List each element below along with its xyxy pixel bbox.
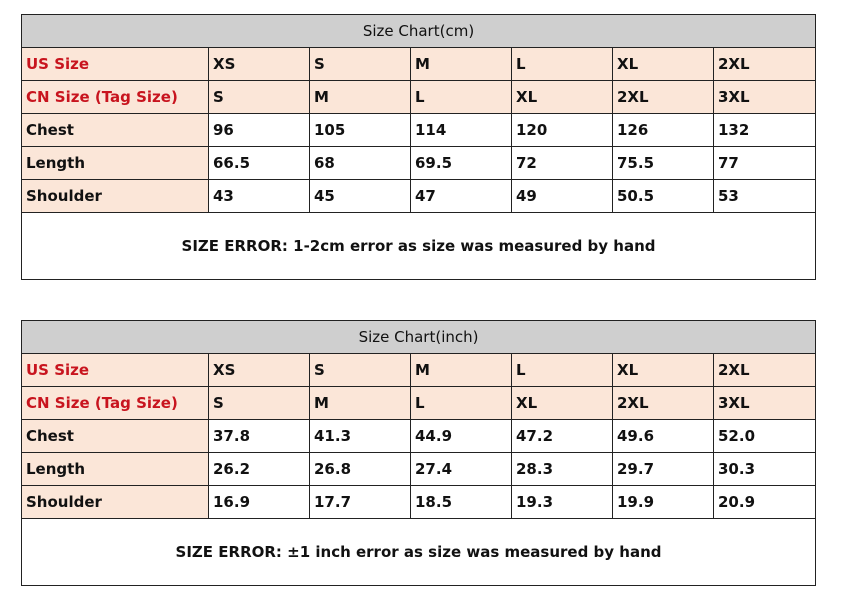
- table-cell: 66.5: [209, 147, 310, 180]
- table-cell: 2XL: [714, 354, 816, 387]
- length-row: [22, 453, 816, 486]
- table-cell: S: [209, 81, 310, 114]
- table-cell: 126: [613, 114, 714, 147]
- table-cell: 20.9: [714, 486, 816, 519]
- us-size-row: [22, 48, 816, 81]
- table-cell: 2XL: [613, 387, 714, 420]
- table-cell: 29.7: [613, 453, 714, 486]
- size-error-note: SIZE ERROR: 1-2cm error as size was measured by hand: [22, 213, 816, 280]
- table-cell: 44.9: [411, 420, 512, 453]
- table-cell: 2XL: [714, 48, 816, 81]
- chart-title: Size Chart(inch): [22, 321, 816, 354]
- table-cell: XL: [613, 354, 714, 387]
- table-cell: 3XL: [714, 387, 816, 420]
- table-cell: 114: [411, 114, 512, 147]
- us-size-row: [22, 354, 816, 387]
- chest-row: [22, 420, 816, 453]
- table-cell: 19.9: [613, 486, 714, 519]
- chart-title-row: [22, 321, 816, 354]
- table-cell: M: [411, 48, 512, 81]
- table-cell: S: [209, 387, 310, 420]
- table-cell: 69.5: [411, 147, 512, 180]
- row-label: Length: [22, 453, 209, 486]
- table-cell: XS: [209, 354, 310, 387]
- table-cell: 75.5: [613, 147, 714, 180]
- table-cell: 43: [209, 180, 310, 213]
- table-cell: M: [310, 387, 411, 420]
- table-cell: 120: [512, 114, 613, 147]
- table-cell: L: [411, 81, 512, 114]
- table-cell: L: [512, 48, 613, 81]
- table-cell: M: [310, 81, 411, 114]
- table-cell: L: [512, 354, 613, 387]
- row-label: CN Size (Tag Size): [22, 387, 209, 420]
- table-cell: 52.0: [714, 420, 816, 453]
- size-chart-cm: [21, 14, 816, 280]
- table-cell: 17.7: [310, 486, 411, 519]
- row-label: CN Size (Tag Size): [22, 81, 209, 114]
- table-cell: 19.3: [512, 486, 613, 519]
- note-row: [22, 213, 816, 280]
- chest-row: [22, 114, 816, 147]
- table-cell: 96: [209, 114, 310, 147]
- table-cell: 27.4: [411, 453, 512, 486]
- shoulder-row: [22, 486, 816, 519]
- table-cell: 18.5: [411, 486, 512, 519]
- table-cell: S: [310, 354, 411, 387]
- row-label: US Size: [22, 354, 209, 387]
- row-label: US Size: [22, 48, 209, 81]
- table-cell: 26.2: [209, 453, 310, 486]
- table-cell: 47: [411, 180, 512, 213]
- size-error-note: SIZE ERROR: ±1 inch error as size was measured by hand: [22, 519, 816, 586]
- size-chart-inch: [21, 320, 816, 586]
- row-label: Chest: [22, 114, 209, 147]
- shoulder-row: [22, 180, 816, 213]
- table-cell: 3XL: [714, 81, 816, 114]
- table-cell: 105: [310, 114, 411, 147]
- note-row: [22, 519, 816, 586]
- table-cell: 41.3: [310, 420, 411, 453]
- table-cell: 50.5: [613, 180, 714, 213]
- table-cell: 53: [714, 180, 816, 213]
- table-cell: XL: [512, 81, 613, 114]
- table-cell: S: [310, 48, 411, 81]
- row-label: Chest: [22, 420, 209, 453]
- table-cell: 37.8: [209, 420, 310, 453]
- table-cell: 47.2: [512, 420, 613, 453]
- table-cell: 45: [310, 180, 411, 213]
- row-label: Shoulder: [22, 486, 209, 519]
- table-cell: 2XL: [613, 81, 714, 114]
- table-cell: 30.3: [714, 453, 816, 486]
- table-cell: M: [411, 354, 512, 387]
- row-label: Shoulder: [22, 180, 209, 213]
- cn-size-row: [22, 81, 816, 114]
- table-cell: 132: [714, 114, 816, 147]
- cn-size-row: [22, 387, 816, 420]
- table-cell: 28.3: [512, 453, 613, 486]
- table-cell: 49.6: [613, 420, 714, 453]
- table-cell: XL: [613, 48, 714, 81]
- chart-title: Size Chart(cm): [22, 15, 816, 48]
- table-cell: L: [411, 387, 512, 420]
- row-label: Length: [22, 147, 209, 180]
- table-cell: 72: [512, 147, 613, 180]
- table-cell: XL: [512, 387, 613, 420]
- table-cell: 26.8: [310, 453, 411, 486]
- chart-title-row: [22, 15, 816, 48]
- table-cell: 77: [714, 147, 816, 180]
- table-cell: 49: [512, 180, 613, 213]
- table-cell: 68: [310, 147, 411, 180]
- table-cell: 16.9: [209, 486, 310, 519]
- length-row: [22, 147, 816, 180]
- table-cell: XS: [209, 48, 310, 81]
